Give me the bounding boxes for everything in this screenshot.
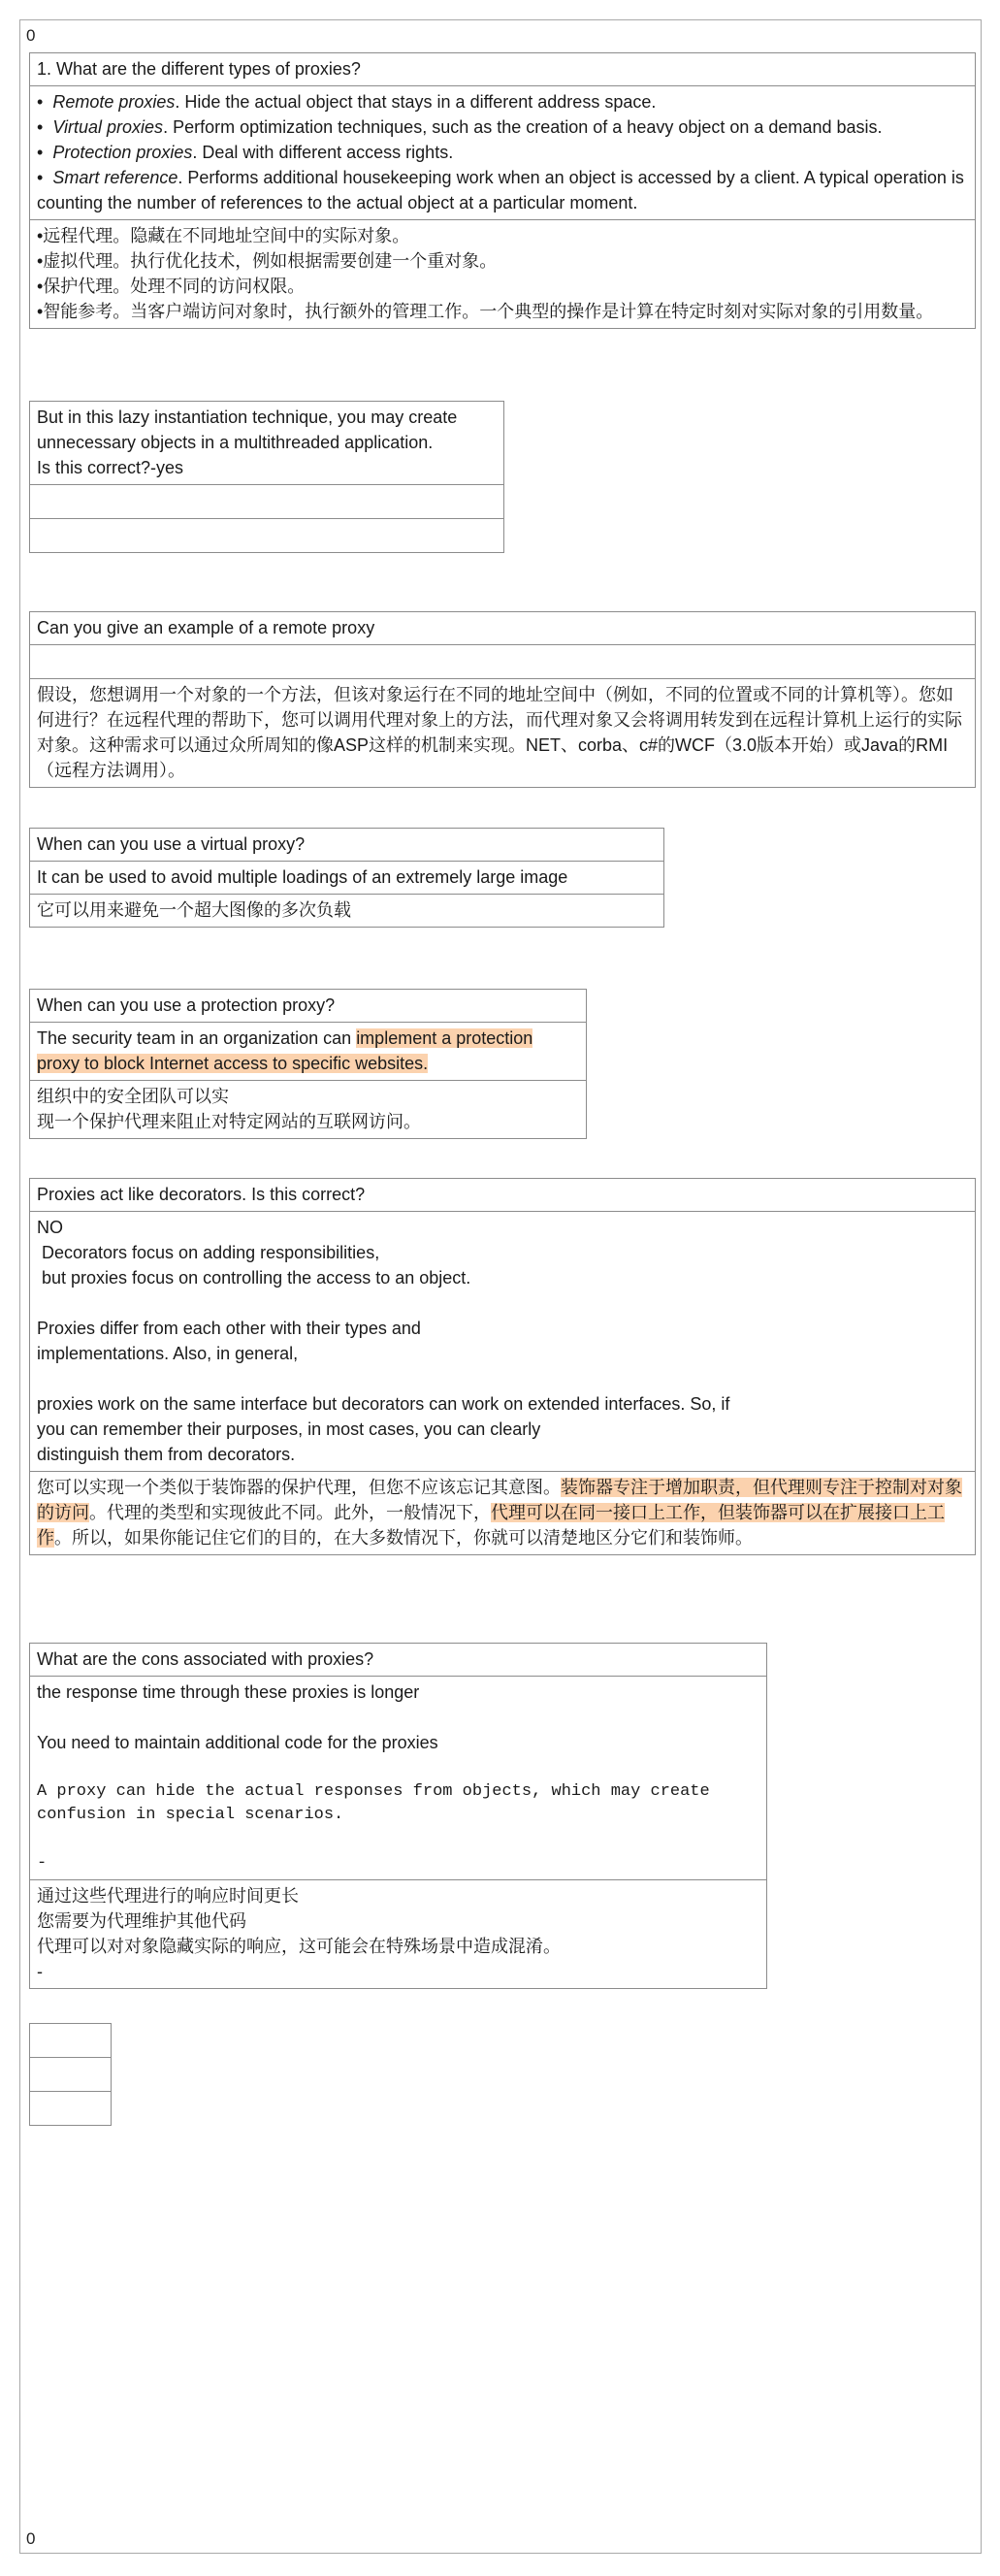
answer-cell: It can be used to avoid multiple loadings of an extremely large image xyxy=(30,862,664,895)
list-item: • Virtual proxies. Perform optimization techniques, such as the creation of a heavy object on a demand basis. xyxy=(37,117,883,137)
empty-cell xyxy=(30,485,504,519)
translation-cell: 通过这些代理进行的响应时间更长 您需要为代理维护其他代码 代理可以对对象隐藏实际的响应，这可能会在特殊场景中造成混淆。 - xyxy=(30,1880,767,1989)
table-virtual-proxy xyxy=(29,828,664,928)
question-cell: Can you give an example of a remote proxy xyxy=(30,612,976,645)
highlight: 装饰器专注于增加职责，但代理则专注于控制对对象的访问 xyxy=(37,1478,962,1522)
empty-cell xyxy=(30,2058,112,2092)
empty-cell xyxy=(30,2024,112,2058)
table-lazy-instantiation xyxy=(29,401,504,553)
translation-cell: 您可以实现一个类似于装饰器的保护代理，但您不应该忘记其意图。装饰器专注于增加职责，但代理则专注于控制对对象的访问。代理的类型和实现彼此不同。此外，一般情况下，代理可以在同一接口上工作，但装饰器可以在扩展接口上工作。所以，如果你能记住它们的目的，在大多数情况下，你就可以清楚地区分它们和装饰师。 xyxy=(30,1472,976,1555)
answer-cell: 假设，您想调用一个对象的一个方法，但该对象运行在不同的地址空间中（例如，不同的位置或不同的计算机等）。您如何进行？在远程代理的帮助下，您可以调用代理对象上的方法，而代理对象又会将调用转发到在远程计算机上运行的实际对象。这种需求可以通过众所周知的像ASP这样的机制来实现。NET、corba、c#的WCF（3.0版本开始）或Java的RMI（远程方法调用）。 xyxy=(30,679,976,788)
highlight: 代理可以在同一接口上工作，但装饰器可以在扩展接口上工作 xyxy=(37,1503,945,1548)
page-number-top: 0 xyxy=(26,26,36,45)
page-number-bottom: 0 xyxy=(26,2529,36,2548)
translation-cell: •远程代理。隐藏在不同地址空间中的实际对象。 •虚拟代理。执行优化技术，例如根据需要创建一个重对象。 •保护代理。处理不同的访问权限。 •智能参考。当客户端访问对象时，执行额外的管理工作。一个典型的操作是计算在特定时刻对实际对象的引用数量。 xyxy=(30,220,976,329)
list-item: • Protection proxies. Deal with different access rights. xyxy=(37,143,454,162)
answer-cell: the response time through these proxies is longer You need to maintain additional code for the proxies A proxy can hide the actual responses from objects, which may create confusion in special scenarios. - xyxy=(30,1677,767,1880)
table-proxy-cons xyxy=(29,1643,767,1989)
empty-cell xyxy=(30,519,504,553)
answer-cell: NO Decorators focus on adding responsibilities, but proxies focus on controlling the access to an object. Proxies differ from each other with their types and implementations. Also, in general, proxies work on the same interface but decorators can work on extended interfaces. So, if you can remember their purposes, in most cases, you can clearly distinguish them from decorators. xyxy=(30,1212,976,1472)
translation-cell: 它可以用来避免一个超大图像的多次负载 xyxy=(30,895,664,928)
table-empty xyxy=(29,2023,112,2126)
answer-cell: The security team in an organization can implement a protection proxy to block Internet access to specific websites. xyxy=(30,1023,587,1081)
question-cell: When can you use a protection proxy? xyxy=(30,990,587,1023)
question-cell: What are the cons associated with proxies? xyxy=(30,1644,767,1677)
question-cell: Proxies act like decorators. Is this correct? xyxy=(30,1179,976,1212)
answer-cell xyxy=(30,86,976,220)
empty-cell xyxy=(30,645,976,679)
list-item: • Remote proxies. Hide the actual object that stays in a different address space. xyxy=(37,92,657,112)
question-cell: When can you use a virtual proxy? xyxy=(30,829,664,862)
list-item: • Smart reference. Performs additional housekeeping work when an object is accessed by a client. A typical operation is counting the number of references to the actual object at a particular moment. xyxy=(37,168,964,212)
empty-cell xyxy=(30,2092,112,2126)
table-protection-proxy xyxy=(29,989,587,1139)
highlight: implement a protection proxy to block Internet access to specific websites. xyxy=(37,1028,533,1073)
question-cell: 1. What are the different types of proxies? xyxy=(30,53,976,86)
translation-cell: 组织中的安全团队可以实 现一个保护代理来阻止对特定网站的互联网访问。 xyxy=(30,1081,587,1139)
table-remote-proxy xyxy=(29,611,976,788)
question-cell: But in this lazy instantiation technique, you may create unnecessary objects in a multithreaded application. Is this correct?-yes xyxy=(30,402,504,485)
table-proxies-vs-decorators xyxy=(29,1178,976,1555)
table-proxy-types xyxy=(29,52,976,329)
